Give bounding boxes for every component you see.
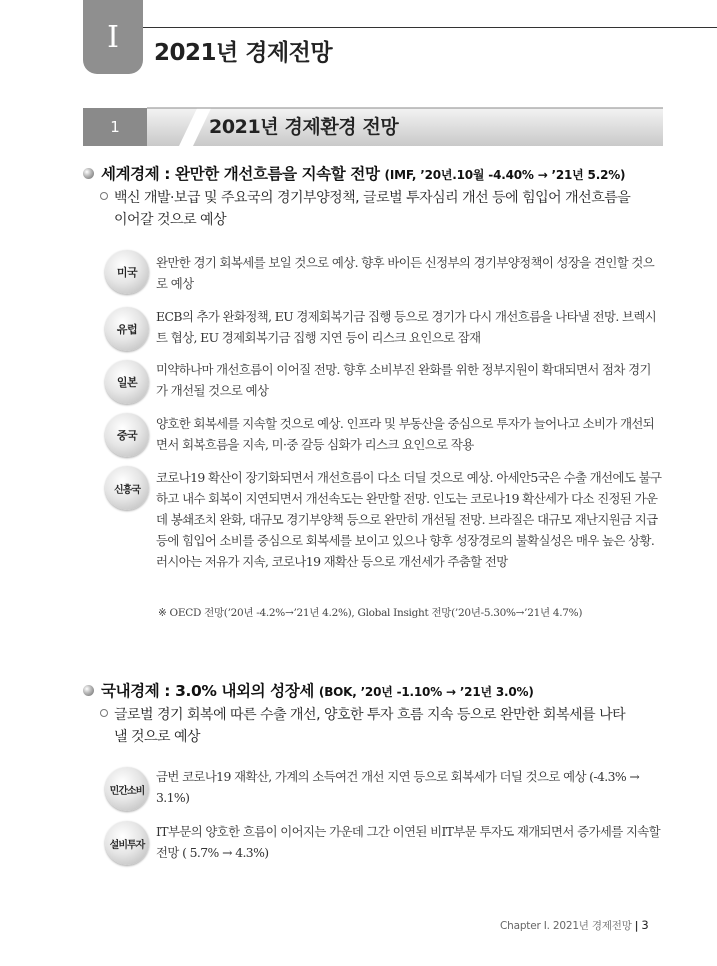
footer-divider: | bbox=[634, 920, 639, 932]
world-summary-line2: 이어갈 것으로 예상 bbox=[114, 212, 227, 228]
section-header bbox=[83, 100, 663, 146]
region-text-europe: ECB의 추가 완화정책, EU 경제회복기금 집행 등으로 경기가 다시 개선흐름을 나타낼 전망. 브렉시트 협상, EU 경제회복기금 집행 지연 등이 리스크 요인으로 잠재 bbox=[156, 309, 657, 345]
chapter-numeral: I bbox=[107, 19, 119, 55]
region-text-us: 완만한 경기 회복세를 보일 것으로 예상. 향후 바이든 신정부의 경기부양정책이 성장을 견인할 것으로 예상 bbox=[156, 255, 655, 291]
region-text-emerging: 코로나19 확산이 장기화되면서 개선흐름이 다소 더딜 것으로 예상. 아세안5국은 수출 개선에도 불구하고 내수 회복이 지연되면서 개선속도는 완만할 전망. 인도는 코로나19 확산세가 다소 진정된 가운데 봉쇄조치 완화, 대규모 경기부양책 등으로 완만히 개선될 전망. 브라질은 대규모 재난지원금 지급 등에 힘입어 소비를 중심으로 회복세를 보이고 있으나 향후 성장경로의 불확실성은 매우 높은 상황. 러시아는 저유가 지속, 코로나19 재확산 등으로 개선세가 주춤할 전망 bbox=[156, 470, 662, 569]
page-footer bbox=[500, 918, 648, 933]
section-number: 1 bbox=[83, 108, 147, 146]
ring-bullet-icon bbox=[100, 192, 108, 200]
page-number: 3 bbox=[641, 918, 649, 932]
region-text-china: 양호한 회복세를 지속할 것으로 예상. 인프라 및 부동산을 중심으로 투자가 늘어나고 소비가 개선되면서 회복흐름을 지속, 미·중 갈등 심화가 리스크 요인으로 작용 bbox=[156, 416, 655, 452]
domestic-summary-line1: 글로벌 경기 회복에 따른 수출 개선, 양호한 투자 흐름 지속 등으로 완만한 회복세를 나타 bbox=[114, 707, 626, 723]
world-economy-heading bbox=[83, 162, 625, 184]
ring-bullet-icon bbox=[100, 709, 108, 717]
domestic-summary-line2: 낼 것으로 예상 bbox=[114, 729, 201, 745]
world-forecast-note: ※ OECD 전망(’20년 -4.2%→’21년 4.2%), Global Insight 전망(’20년-5.30%→’21년 4.7%) bbox=[158, 607, 583, 619]
chapter-number-tab bbox=[83, 0, 143, 74]
world-summary bbox=[100, 187, 665, 231]
sector-badge-facility-investment: 설비투자 bbox=[105, 821, 149, 865]
region-text-japan: 미약하나마 개선흐름이 이어질 전망. 향후 소비부진 완화를 위한 정부지원이 확대되면서 점차 경기가 개선될 것으로 예상 bbox=[156, 362, 651, 398]
world-heading-text: 세계경제 : 완만한 개선흐름을 지속할 전망 bbox=[101, 165, 380, 183]
world-heading-source: (IMF, ’20년.10월 -4.40% → ’21년 5.2%) bbox=[384, 168, 626, 182]
domestic-heading-text: 국내경제 : 3.0% 내외의 성장세 bbox=[101, 682, 314, 700]
region-badge-japan: 일본 bbox=[105, 360, 149, 404]
sphere-bullet-icon bbox=[83, 685, 94, 696]
chapter-title: 2021년 경제전망 bbox=[154, 40, 333, 66]
domestic-economy-heading bbox=[83, 679, 534, 701]
domestic-heading-source: (BOK, ’20년 -1.10% → ’21년 3.0%) bbox=[318, 685, 534, 699]
region-badge-europe: 유럽 bbox=[105, 307, 149, 351]
sector-text-private-consumption: 금번 코로나19 재확산, 가계의 소득여건 개선 지연 등으로 회복세가 더딜 것으로 예상 (-4.3% → 3.1%) bbox=[156, 769, 640, 805]
sector-text-facility-investment: IT부문의 양호한 흐름이 이어지는 가운데 그간 이연된 비IT부문 투자도 재개되면서 증가세를 지속할 전망 ( 5.7% → 4.3%) bbox=[156, 824, 661, 860]
region-badge-china: 중국 bbox=[105, 413, 149, 457]
sphere-bullet-icon bbox=[83, 168, 94, 179]
section-title: 2021년 경제환경 전망 bbox=[209, 116, 399, 138]
region-badge-emerging: 신흥국 bbox=[105, 466, 149, 510]
domestic-summary bbox=[100, 704, 665, 748]
footer-chapter: Chapter Ⅰ. 2021년 경제전망 bbox=[500, 920, 632, 932]
sector-badge-private-consumption: 민간소비 bbox=[105, 767, 149, 811]
world-summary-line1: 백신 개발·보급 및 주요국의 경기부양정책, 글로벌 투자심리 개선 등에 힘입어 개선흐름을 bbox=[114, 190, 631, 206]
region-badge-us: 미국 bbox=[105, 250, 149, 294]
header-rule bbox=[143, 27, 717, 28]
